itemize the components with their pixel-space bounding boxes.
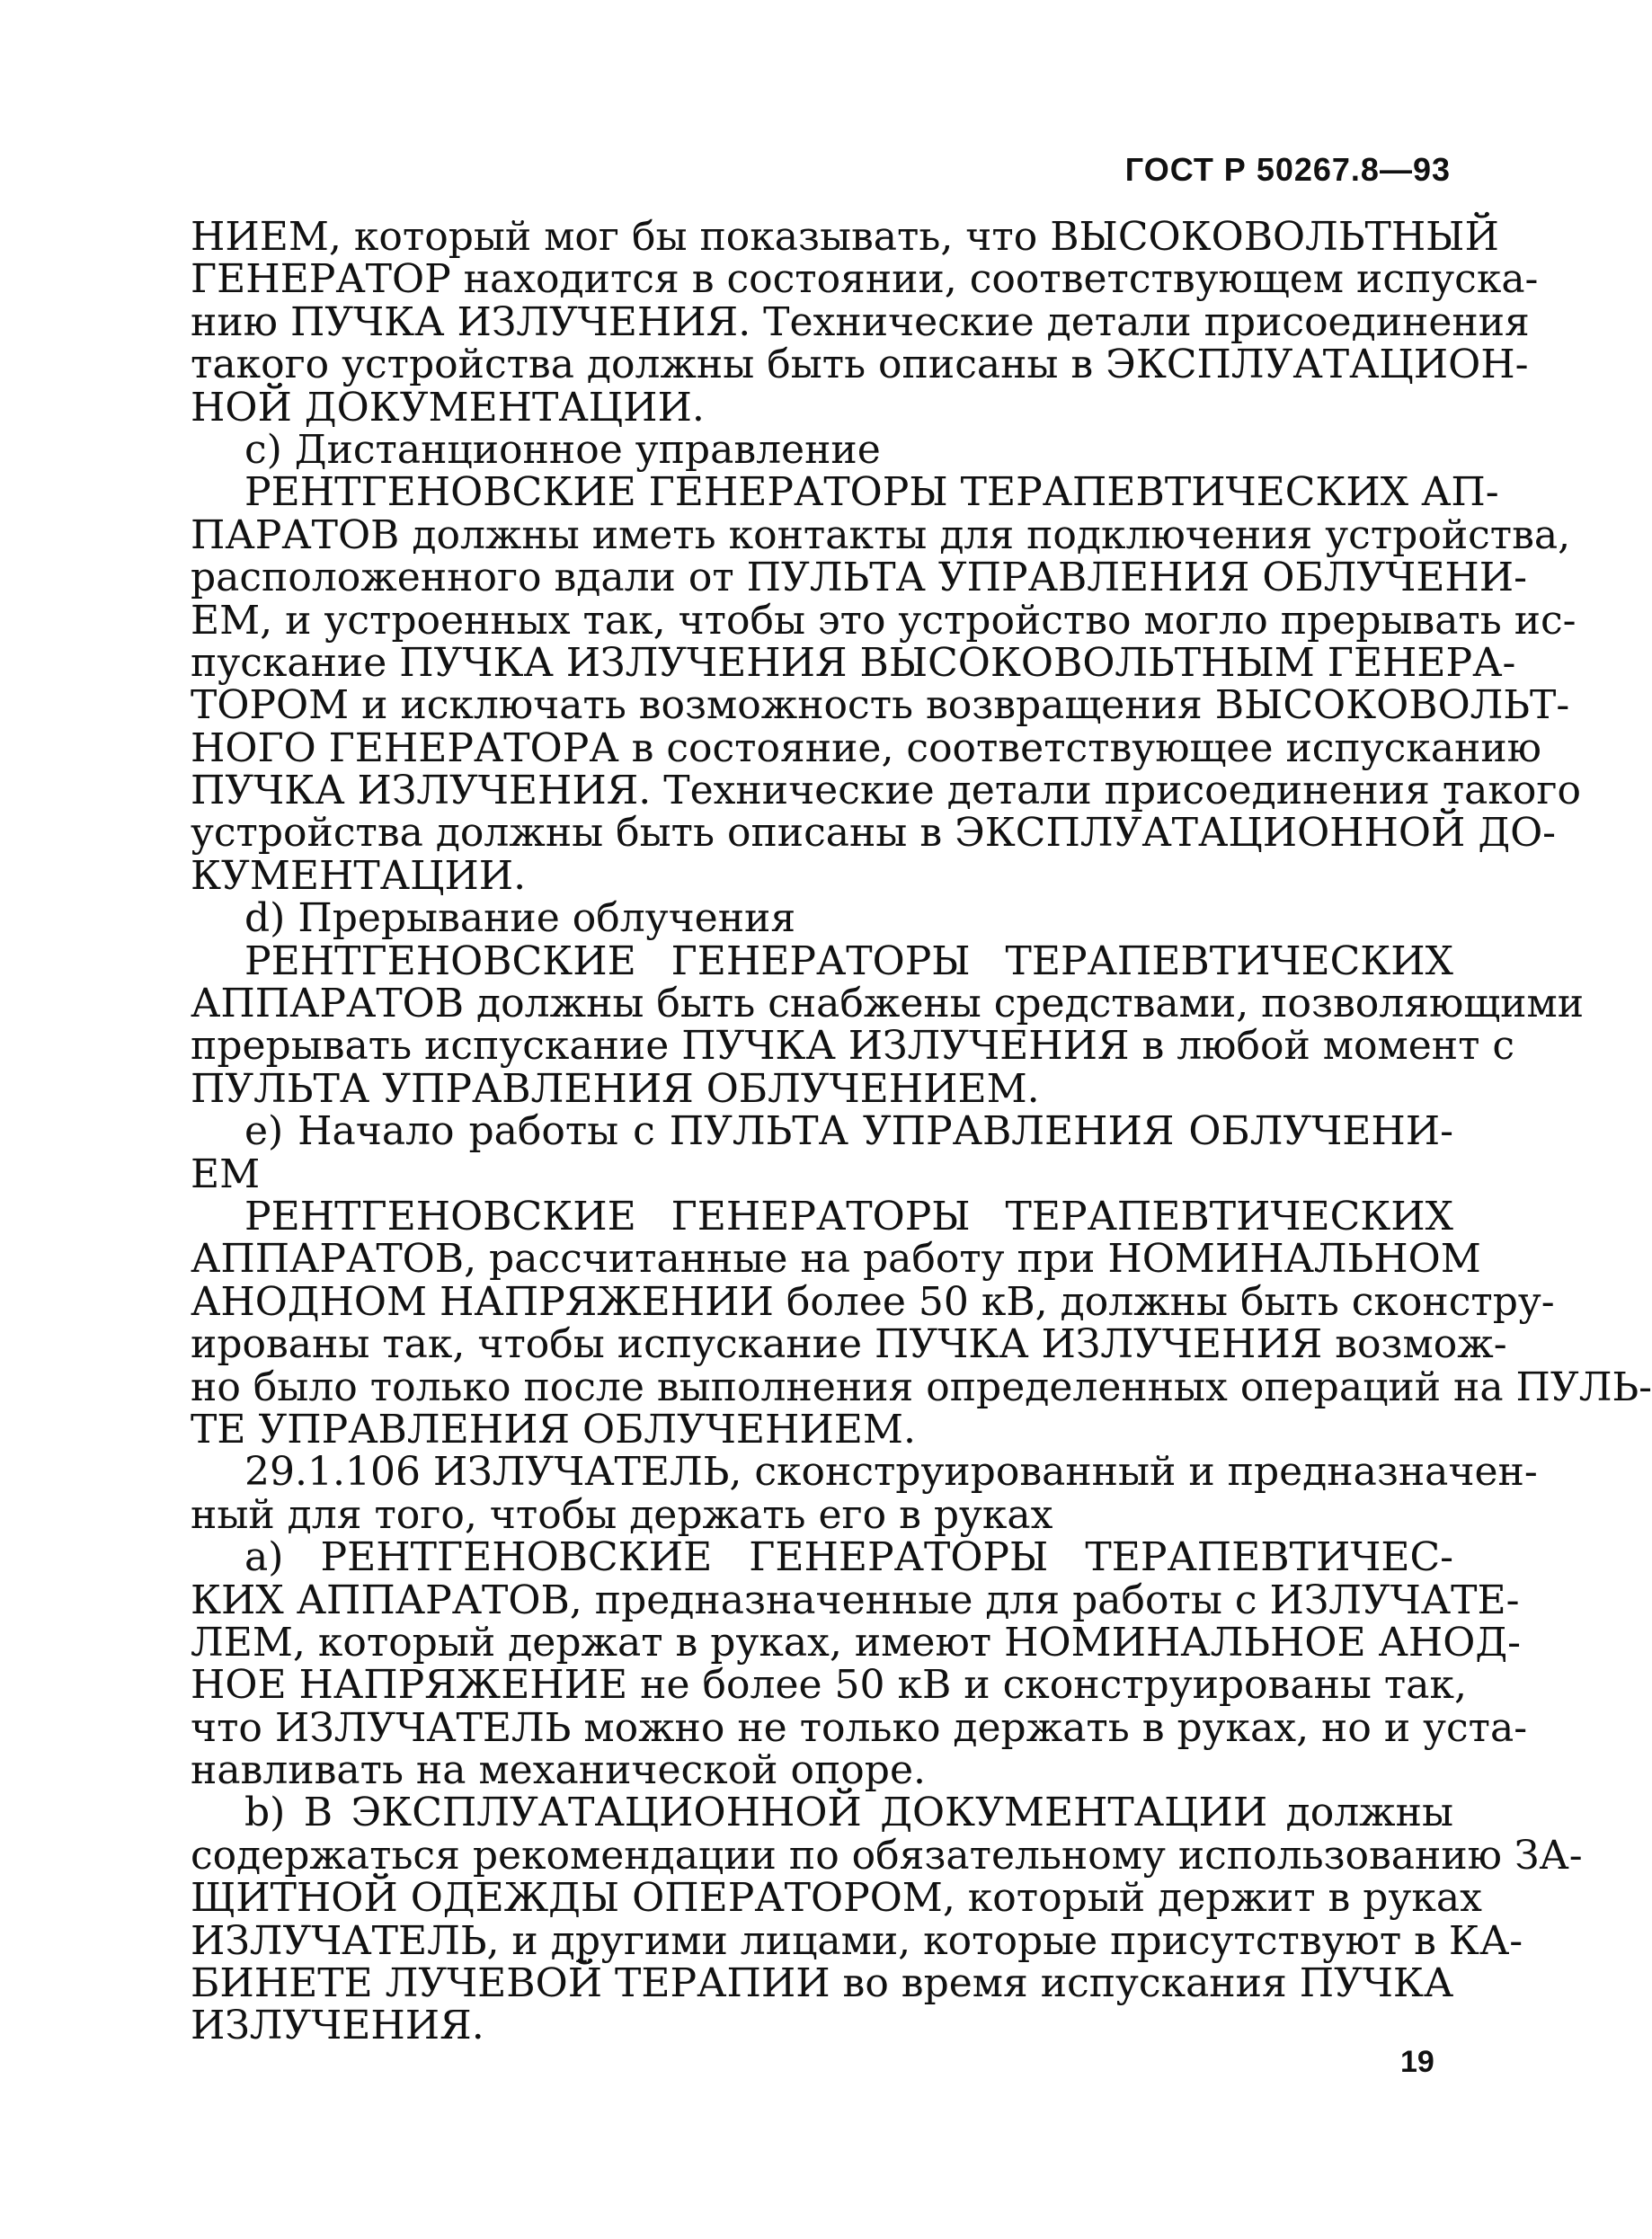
text-line: БИНЕТЕ ЛУЧЕВОЙ ТЕРАПИИ во время испускания ПУЧКА: [191, 1960, 1454, 2007]
text-line: расположенного вдали от ПУЛЬТА УПРАВЛЕНИЯ ОБЛУЧЕНИ-: [191, 555, 1528, 601]
text-line: содержаться рекомендации по обязательному использованию ЗА-: [191, 1832, 1583, 1879]
text-line: ЩИТНОЙ ОДЕЖДЫ ОПЕРАТОРОМ, который держит в руках: [191, 1875, 1482, 1922]
text-line: 29.1.106 ИЗЛУЧАТЕЛЬ, сконструированный и предназначен-: [244, 1449, 1538, 1496]
text-line: что ИЗЛУЧАТЕЛЬ можно не только держать в руках, но и уста-: [191, 1704, 1528, 1751]
text-line: ЕМ, и устроенных так, чтобы это устройство могло прерывать ис-: [191, 597, 1577, 644]
text-line: e) Начало работы с ПУЛЬТА УПРАВЛЕНИЯ ОБЛУЧЕНИ-: [244, 1108, 1453, 1155]
text-line: но было только после выполнения определенных операций на ПУЛЬ-: [191, 1364, 1652, 1410]
text-line: пускание ПУЧКА ИЗЛУЧЕНИЯ ВЫСОКОВОЛЬТНЫМ ГЕНЕРА-: [191, 639, 1516, 686]
text-line: КИХ АППАРАТОВ, предназначенные для работы с ИЗЛУЧАТЕ-: [191, 1577, 1520, 1623]
text-line: НИЕМ, который мог бы показывать, что ВЫСОКОВОЛЬТНЫЙ: [191, 214, 1499, 260]
text-line: навливать на механической опоре.: [191, 1747, 926, 1794]
text-line: ЛЕМ, который держат в руках, имеют НОМИНАЛЬНОЕ АНОД-: [191, 1619, 1521, 1666]
text-line: ный для того, чтобы держать его в руках: [191, 1491, 1053, 1538]
text-line: ГЕНЕРАТОР находится в состоянии, соответствующем испуска-: [191, 256, 1539, 303]
text-line: ТЕ УПРАВЛЕНИЯ ОБЛУЧЕНИЕМ.: [191, 1406, 916, 1453]
text-line: АППАРАТОВ, рассчитанные на работу при НОМИНАЛЬНОМ: [191, 1236, 1481, 1283]
text-line: ИЗЛУЧАТЕЛЬ, и другими лицами, которые присутствуют в КА-: [191, 1917, 1523, 1964]
text-line: ЕМ: [191, 1151, 261, 1197]
text-line: a) РЕНТГЕНОВСКИЕ ГЕНЕРАТОРЫ ТЕРАПЕВТИЧЕС-: [244, 1534, 1453, 1581]
page-number: 19: [1400, 2045, 1434, 2079]
text-line: РЕНТГЕНОВСКИЕ ГЕНЕРАТОРЫ ТЕРАПЕВТИЧЕСКИХ: [244, 1193, 1453, 1239]
text-line: d) Прерывание облучения: [244, 895, 796, 942]
text-line: КУМЕНТАЦИИ.: [191, 852, 527, 899]
text-line: c) Дистанционное управление: [244, 426, 881, 473]
text-line: ИЗЛУЧЕНИЯ.: [191, 2003, 484, 2049]
text-line: b) В ЭКСПЛУАТАЦИОННОЙ ДОКУМЕНТАЦИИ должны: [244, 1790, 1453, 1836]
text-line: ПАРАТОВ должны иметь контакты для подключения устройства,: [191, 511, 1571, 558]
text-line: АППАРАТОВ должны быть снабжены средствами, позволяющими: [191, 981, 1585, 1027]
text-line: такого устройства должны быть описаны в ЭКСПЛУАТАЦИОН-: [191, 342, 1529, 388]
text-line: ированы так, чтобы испускание ПУЧКА ИЗЛУЧЕНИЯ возмож-: [191, 1321, 1507, 1368]
text-line: НОГО ГЕНЕРАТОРА в состояние, соответствующее испусканию: [191, 724, 1541, 771]
text-line: АНОДНОМ НАПРЯЖЕНИИ более 50 кВ, должны быть сконстру-: [191, 1278, 1555, 1325]
text-line: РЕНТГЕНОВСКИЕ ГЕНЕРАТОРЫ ТЕРАПЕВТИЧЕСКИХ: [244, 937, 1453, 984]
text-line: ПУЧКА ИЗЛУЧЕНИЯ. Технические детали присоединения такого: [191, 768, 1581, 814]
text-line: ПУЛЬТА УПРАВЛЕНИЯ ОБЛУЧЕНИЕМ.: [191, 1065, 1040, 1112]
text-line: прерывать испускание ПУЧКА ИЗЛУЧЕНИЯ в любой момент с: [191, 1023, 1515, 1070]
text-line: ТОРОМ и исключать возможность возвращения ВЫСОКОВОЛЬТ-: [191, 682, 1570, 729]
document-body: [191, 214, 1652, 2049]
text-line: устройства должны быть описаны в ЭКСПЛУАТАЦИОННОЙ ДО-: [191, 810, 1557, 857]
text-line: НОЙ ДОКУМЕНТАЦИИ.: [191, 384, 705, 431]
text-line: нию ПУЧКА ИЗЛУЧЕНИЯ. Технические детали присоединения: [191, 298, 1530, 345]
text-line: РЕНТГЕНОВСКИЕ ГЕНЕРАТОРЫ ТЕРАПЕВТИЧЕСКИХ АП-: [244, 469, 1499, 516]
document-header: ГОСТ Р 50267.8—93: [1124, 151, 1451, 188]
text-line: НОЕ НАПРЯЖЕНИЕ не более 50 кВ и сконструированы так,: [191, 1662, 1467, 1709]
